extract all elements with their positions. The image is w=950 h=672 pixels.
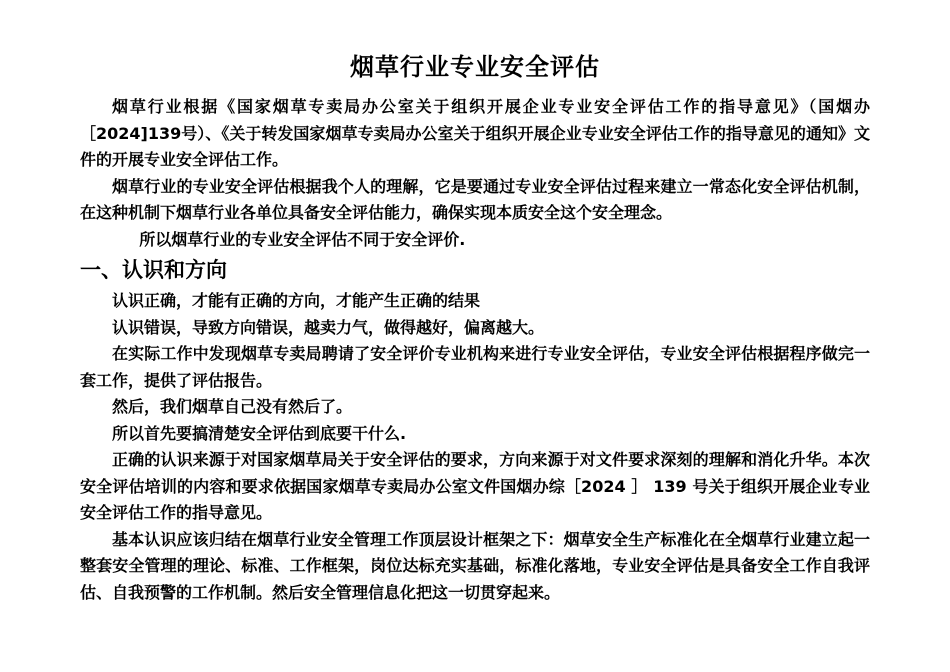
section-paragraph-3: 在实际工作中发现烟草专卖局聘请了安全评价专业机构来进行专业安全评估，专业安全评估根据程序做完一套工作，提供了评估报告。 [80,344,870,390]
document-title: 烟草行业专业安全评估 [350,53,600,81]
section-paragraph-1: 认识正确，才能有正确的方向，才能产生正确的结果 [112,291,481,310]
intro-paragraph-1: 烟草行业根据《国家烟草专卖局办公室关于组织开展企业专业安全评估工作的指导意见》（国烟办［2024]139号）、《关于转发国家烟草专卖局办公室关于组织开展企业专业安全评估工作的指导意见的通知》文件的开展专业安全评估工作。 [80,97,870,169]
section-paragraph-7: 基本认识应该归结在烟草行业安全管理工作顶层设计框架之下：烟草安全生产标准化在全烟草行业建立起一整套安全管理的理论、标准、工作框架，岗位达标充实基础，标准化落地，专业安全评估是具备安全工作自我评估、自我预警的工作机制。然后安全管理信息化把这一切贯穿起来。 [80,529,870,602]
section-paragraph-4: 然后，我们烟草自己没有然后了。 [112,397,353,416]
section-heading: 一、认识和方向 [80,258,227,282]
section-paragraph-2: 认识错误，导致方向错误，越卖力气，做得越好，偏离越大。 [112,317,545,337]
intro-paragraph-2: 烟草行业的专业安全评估根据我个人的理解，它是要通过专业安全评估过程来建立一常态化安全评估机制，在这种机制下烟草行业各单位具备安全评估能力，确保实现本质安全这个安全理念。 [80,176,870,222]
intro-paragraph-3: 所以烟草行业的专业安全评估不同于安全评价. [139,229,466,249]
section-paragraph-6: 正确的认识来源于对国家烟草局关于安全评估的要求，方向来源于对文件要求深刻的理解和消化升华。本次安全评估培训的内容和要求依据国家烟草专卖局办公室文件国烟办综［2024 ］ 139 号关于组织开展企业专业安全评估工作的指导意见。 [80,450,870,522]
section-paragraph-5: 所以首先要搞清楚安全评估到底要干什么. [112,423,407,443]
